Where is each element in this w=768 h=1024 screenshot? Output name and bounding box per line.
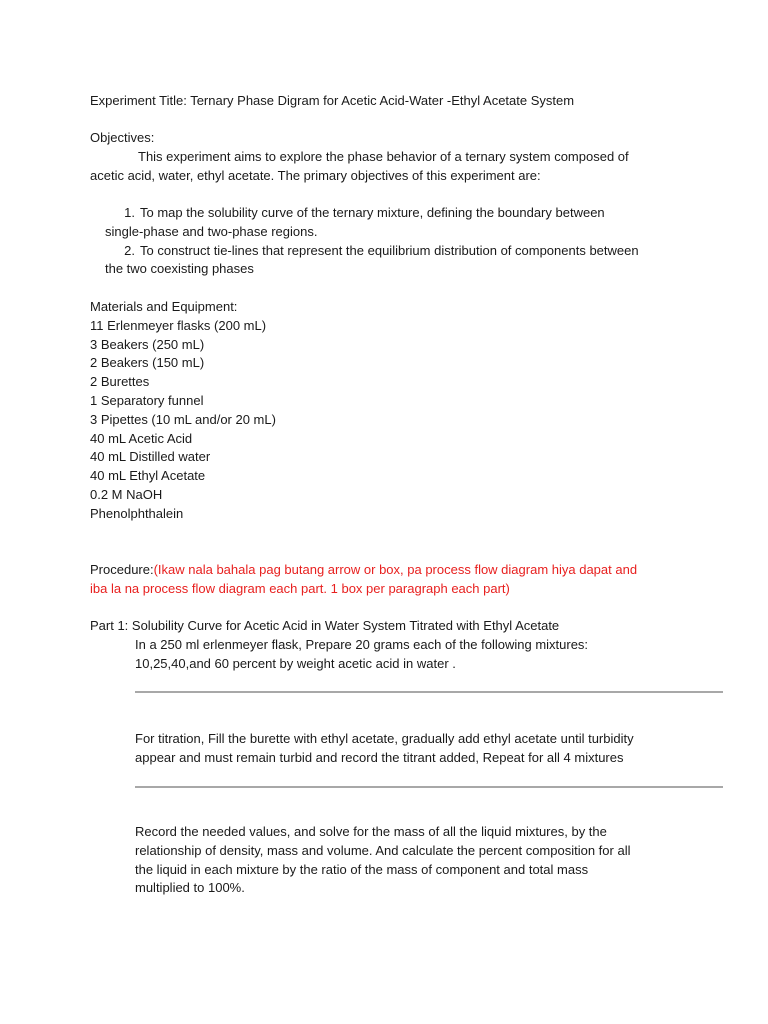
part1-heading: Part 1: Solubility Curve for Acetic Acid in Water System Titrated with Ethyl Acetate xyxy=(90,618,560,633)
section-divider xyxy=(135,691,723,693)
material-item: 1 Separatory funnel xyxy=(90,392,204,408)
step-line: multiplied to 100%. xyxy=(135,880,245,896)
part1-step-3 xyxy=(135,823,677,898)
experiment-title: Experiment Title: Ternary Phase Digram for Acetic Acid-Water -Ethyl Acetate System xyxy=(90,93,575,108)
objective-item xyxy=(105,242,685,280)
materials-heading: Materials and Equipment: xyxy=(90,299,238,314)
material-item: 0.2 M NaOH xyxy=(90,486,163,502)
objectives-paragraph xyxy=(90,148,690,186)
list-number: 2. xyxy=(124,242,135,258)
objective-text: single-phase and two-phase regions. xyxy=(105,223,318,239)
objective-text: To construct tie-lines that represent the equilibrium distribution of components between xyxy=(140,242,639,258)
procedure-note: iba la na process flow diagram each part. 1 box per paragraph each part) xyxy=(90,580,510,596)
step-line: In a 250 ml erlenmeyer flask, Prepare 20 grams each of the following mixtures: xyxy=(135,637,589,652)
objectives-heading: Objectives: xyxy=(90,130,155,145)
step-line: the liquid in each mixture by the ratio of the mass of component and total mass xyxy=(135,861,589,877)
material-item: 40 mL Ethyl Acetate xyxy=(90,468,206,484)
material-item: 2 Beakers (150 mL) xyxy=(90,355,205,371)
step-line: For titration, Fill the burette with ethyl acetate, gradually add ethyl acetate until turbidity xyxy=(135,731,634,746)
part1-step-2 xyxy=(135,730,677,768)
step-line: appear and must remain turbid and record the titrant added, Repeat for all 4 mixtures xyxy=(135,749,624,765)
material-item: Phenolphthalein xyxy=(90,505,184,521)
step-line: relationship of density, mass and volume. And calculate the percent composition for all xyxy=(135,842,631,858)
material-item: 3 Beakers (250 mL) xyxy=(90,336,205,352)
objective-item xyxy=(105,204,685,242)
objectives-line: This experiment aims to explore the phase behavior of a ternary system composed of xyxy=(138,149,629,164)
list-number: 1. xyxy=(124,205,135,220)
objectives-line: acetic acid, water, ethyl acetate. The primary objectives of this experiment are: xyxy=(90,167,541,183)
procedure-note: (Ikaw nala bahala pag butang arrow or box, pa process flow diagram hiya dapat and xyxy=(153,562,638,577)
objectives-list xyxy=(105,204,685,279)
procedure-section xyxy=(90,561,690,599)
material-item: 11 Erlenmeyer flasks (200 mL) xyxy=(90,317,267,333)
objective-text: To map the solubility curve of the ternary mixture, defining the boundary between xyxy=(140,205,605,220)
material-item: 3 Pipettes (10 mL and/or 20 mL) xyxy=(90,411,276,427)
step-line: Record the needed values, and solve for the mass of all the liquid mixtures, by the xyxy=(135,824,607,839)
material-item: 2 Burettes xyxy=(90,374,150,390)
procedure-label: Procedure: xyxy=(90,562,154,577)
objective-text: the two coexisting phases xyxy=(105,261,254,277)
material-item: 40 mL Distilled water xyxy=(90,449,211,465)
step-line: 10,25,40,and 60 percent by weight acetic acid in water . xyxy=(135,655,456,671)
materials-section xyxy=(90,298,690,524)
section-divider xyxy=(135,786,723,788)
material-item: 40 mL Acetic Acid xyxy=(90,430,193,446)
part1-step-1 xyxy=(135,636,677,674)
